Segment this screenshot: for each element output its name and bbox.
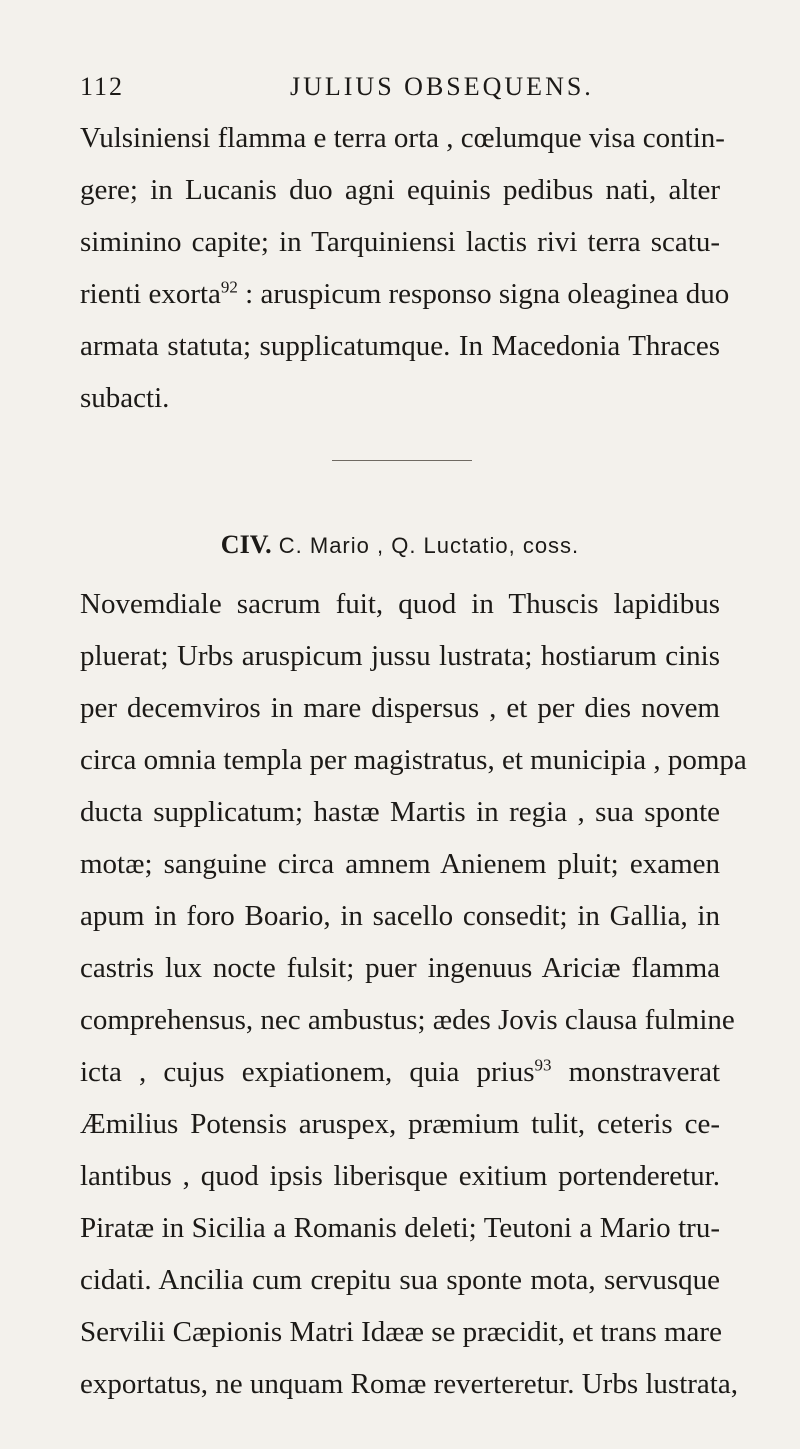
section-heading-text: C. Mario , Q. Luctatio, coss. bbox=[278, 533, 580, 558]
page-number: 112 bbox=[80, 72, 125, 101]
text-line: siminino capite; in Tarquiniensi lactis rivi terra scatu- bbox=[80, 226, 720, 258]
text-line: castris lux nocte fulsit; puer ingenuus Ariciæ flamma bbox=[80, 952, 720, 984]
text-segment: icta , cujus expiationem, quia prius bbox=[80, 1056, 535, 1088]
text-line: exportatus, ne unquam Romæ reverteretur. Urbs lustrata, bbox=[80, 1368, 738, 1400]
text-line: pluerat; Urbs aruspicum jussu lustrata; hostiarum cinis bbox=[80, 640, 720, 672]
text-line: Novemdiale sacrum fuit, quod in Thuscis lapidibus bbox=[80, 588, 720, 620]
text-line: subacti. bbox=[80, 382, 170, 414]
text-segment: monstraverat bbox=[568, 1056, 721, 1088]
text-line: Servilii Cæpionis Matri Idææ se præcidit, et trans mare bbox=[80, 1316, 722, 1348]
text-line: Piratæ in Sicilia a Romanis deleti; Teutoni a Mario tru- bbox=[80, 1212, 720, 1244]
text-line: cidati. Ancilia cum crepitu sua sponte mota, servusque bbox=[80, 1264, 720, 1296]
section-divider bbox=[332, 460, 472, 461]
footnote-marker: 92 bbox=[220, 277, 238, 297]
section-numeral: CIV. bbox=[220, 530, 272, 559]
running-head: JULIUS OBSEQUENS. bbox=[290, 72, 594, 101]
text-line: comprehensus, nec ambustus; ædes Jovis clausa fulmine bbox=[80, 1004, 735, 1036]
text-line: lantibus , quod ipsis liberisque exitium portenderetur. bbox=[80, 1160, 720, 1192]
text-segment: : aruspicum responso signa oleaginea duo bbox=[245, 278, 730, 310]
text-line: apum in foro Boario, in sacello consedit; in Gallia, in bbox=[80, 900, 720, 932]
text-line: circa omnia templa per magistratus, et municipia , pompa bbox=[80, 744, 747, 776]
page-header bbox=[80, 72, 720, 112]
section-heading bbox=[0, 530, 800, 560]
footnote-marker: 93 bbox=[534, 1055, 552, 1075]
text-segment: rienti exorta bbox=[80, 278, 221, 310]
text-line: gere; in Lucanis duo agni equinis pedibus nati, alter bbox=[80, 174, 720, 206]
text-line-with-footnote bbox=[80, 1052, 720, 1092]
text-line: Æmilius Potensis aruspex, præmium tulit, ceteris ce- bbox=[80, 1108, 720, 1140]
text-line: armata statuta; supplicatumque. In Macedonia Thraces bbox=[80, 330, 720, 362]
text-line: per decemviros in mare dispersus , et per dies novem bbox=[80, 692, 720, 724]
text-line: ducta supplicatum; hastæ Martis in regia , sua sponte bbox=[80, 796, 720, 828]
text-line-with-footnote bbox=[80, 274, 730, 314]
text-line: motæ; sanguine circa amnem Anienem pluit; examen bbox=[80, 848, 720, 880]
text-line: Vulsiniensi flamma e terra orta , cœlumque visa contin- bbox=[80, 122, 725, 154]
